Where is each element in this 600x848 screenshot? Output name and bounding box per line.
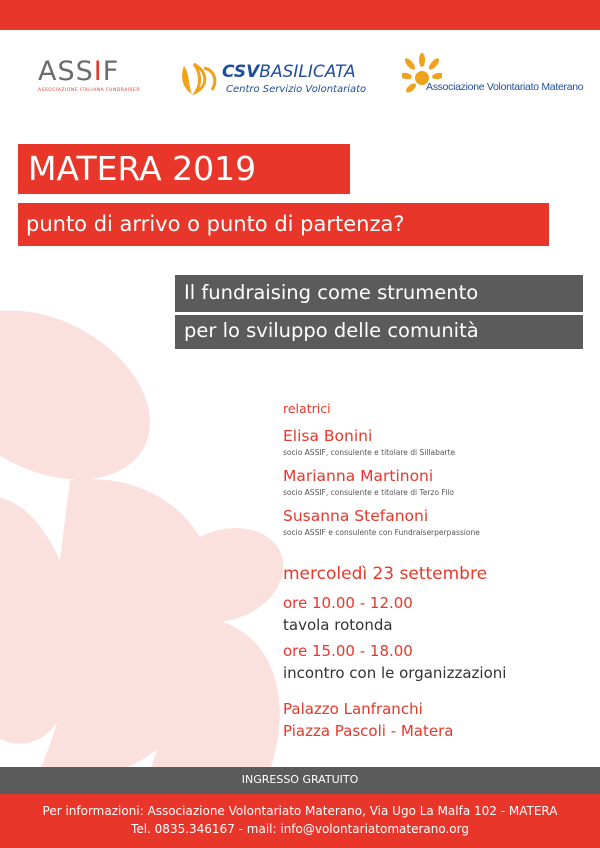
speakers-label: relatrici [283,401,331,416]
speaker-role: socio ASSIF, consulente e titolare di Sillabarte [283,448,456,457]
page-subtitle: punto di arrivo o punto di partenza? [26,212,405,236]
session-time: ore 10.00 - 12.00 [283,594,413,612]
event-address: Piazza Pascoli - Matera [283,722,454,740]
footer-info-line-1: Per informazioni: Associazione Volontariato Materano, Via Ugo La Malfa 102 - MATERA [42,804,558,818]
session-time: ore 15.00 - 18.00 [283,642,413,660]
csv-logo-wordmark: CSVBASILICATA [222,62,356,82]
avm-logo [402,52,582,102]
speaker-name: Susanna Stefanoni [283,507,429,525]
session-activity: incontro con le organizzazioni [283,664,507,682]
speaker-role: socio ASSIF, consulente e titolare di Terzo Filo [283,488,454,497]
session-activity: tavola rotonda [283,616,393,634]
footer-bar [0,794,600,848]
speaker-role: socio ASSIF e consulente con Fundraiserperpassione [283,528,480,537]
avm-logo-wordmark: Associazione Volontariato Materano [426,81,584,93]
page-title: MATERA 2019 [28,149,257,188]
speaker-name: Marianna Martinoni [283,467,434,485]
assif-logo [38,58,148,104]
footer-info-line-2: Tel. 0835.346167 - mail: info@volontariatomaterano.org [131,822,469,836]
theme-line-2: per lo sviluppo delle comunità [184,319,479,342]
csv-basilicata-logo [178,60,367,100]
assif-logo-wordmark: ASSIF [38,56,120,87]
csv-logo-tagline: Centro Servizio Volontariato [226,84,367,95]
assif-logo-tagline: ASSOCIAZIONE ITALIANA FUNDRAISER [38,88,140,93]
free-entry-label: INGRESSO GRATUITO [241,773,359,786]
event-venue: Palazzo Lanfranchi [283,700,423,718]
event-date: mercoledì 23 settembre [283,564,488,584]
speaker-name: Elisa Bonini [283,427,373,445]
csv-emblem-icon [178,60,222,98]
theme-line-1: Il fundraising come strumento [184,281,479,304]
